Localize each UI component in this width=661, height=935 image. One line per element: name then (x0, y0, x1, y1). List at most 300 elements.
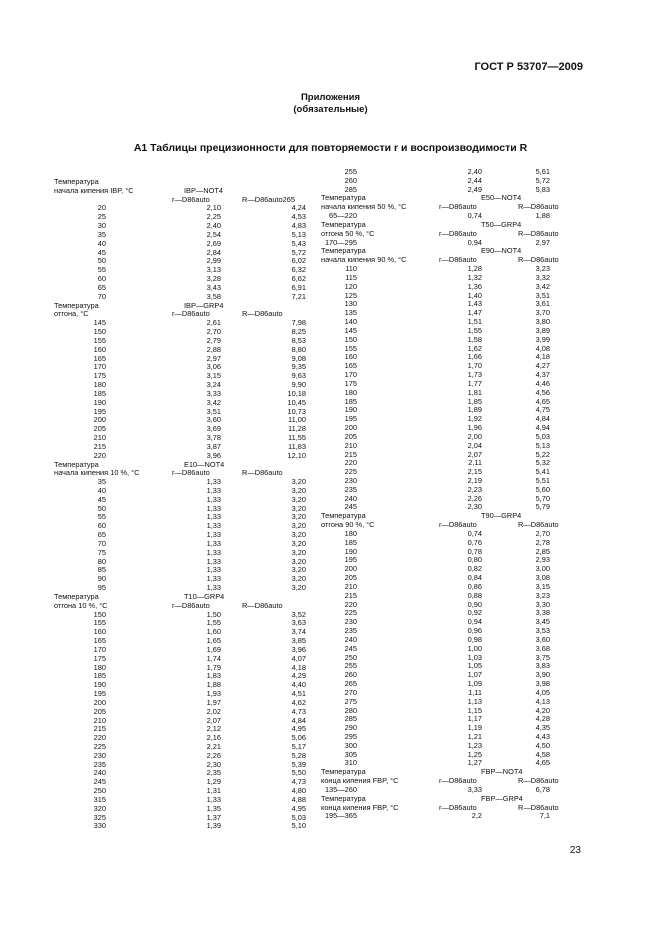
repeatability-cell: 3,78 (206, 433, 221, 443)
repeatability-cell: 2,30 (206, 759, 221, 769)
temperature-cell: 20 (97, 203, 106, 213)
table-row (54, 372, 306, 381)
temperature-cell: 180 (344, 528, 357, 538)
repeatability-cell: 1,70 (467, 361, 482, 371)
repeatability-cell: 3,60 (206, 415, 221, 425)
repeatability-cell: 2,07 (206, 715, 221, 725)
temperature-cell: 320 (93, 803, 106, 813)
table-row (54, 390, 306, 399)
reproducibility-cell: 3,20 (291, 477, 306, 487)
repeatability-cell: 1,07 (467, 670, 482, 680)
reproducibility-cell: 4,13 (535, 696, 550, 706)
repeatability-cell: 2,25 (206, 212, 221, 222)
temperature-cell: 305 (344, 749, 357, 759)
reproducibility-cell: 12,10 (287, 450, 306, 460)
temperature-cell: 210 (344, 440, 357, 450)
table-row (54, 487, 306, 496)
reproducibility-cell: 2,93 (535, 555, 550, 565)
temperature-cell: 285 (344, 184, 357, 194)
reproducibility-cell: 11,55 (288, 433, 306, 443)
reproducibility-cell: 4,43 (535, 732, 550, 741)
temperature-cell: 185 (93, 388, 106, 398)
reproducibility-cell: 3,20 (291, 503, 306, 513)
repeatability-cell: 3,96 (206, 450, 221, 460)
table-row (54, 355, 306, 364)
temperature-cell: 270 (344, 687, 357, 697)
temperature-cell: 205 (344, 573, 357, 583)
reproducibility-cell: 3,98 (535, 679, 550, 689)
repeatability-cell: 1,43 (467, 299, 482, 309)
temperature-cell: 165 (344, 361, 357, 371)
reproducibility-cell: 3,90 (535, 670, 550, 680)
reproducibility-cell: 4,50 (535, 740, 550, 750)
temperature-cell: 150 (344, 334, 357, 344)
reproducibility-header: R—D86auto (518, 520, 559, 530)
parameter-label: начала кипения 10 %, °C (54, 468, 140, 478)
repeatability-cell: 1,55 (206, 618, 221, 628)
reproducibility-cell: 7,21 (291, 291, 306, 301)
repeatability-header: r—D86auto (172, 194, 210, 204)
repeatability-cell: 2,26 (206, 750, 221, 760)
reproducibility-cell: 4,95 (291, 724, 306, 734)
repeatability-cell: 1,89 (467, 405, 482, 415)
temperature-cell: 90 (97, 574, 106, 584)
reproducibility-cell: 4,51 (291, 689, 306, 699)
reproducibility-cell: 6,91 (291, 282, 306, 292)
reproducibility-cell: 4,20 (535, 705, 550, 715)
repeatability-cell: 1,60 (206, 627, 221, 637)
repeatability-cell: 1,92 (467, 414, 482, 424)
repeatability-cell: 1,17 (467, 714, 482, 724)
reproducibility-cell: 5,17 (291, 742, 306, 751)
method-code: IBP—NOT4 (184, 185, 224, 195)
repeatability-cell: 1,77 (467, 378, 482, 388)
repeatability-cell: 1,33 (206, 565, 221, 575)
repeatability-cell: 2,15 (467, 467, 482, 477)
reproducibility-cell: 2,97 (535, 237, 550, 247)
table-row (54, 319, 306, 328)
temperature-cell: 240 (344, 634, 357, 644)
table-row (54, 664, 306, 673)
reproducibility-header: R—D86auto (518, 802, 559, 812)
repeatability-cell: 1,74 (206, 653, 221, 663)
reproducibility-cell: 4,28 (535, 714, 550, 724)
repeatability-cell: 1,51 (467, 317, 482, 327)
reproducibility-cell: 3,51 (535, 290, 550, 300)
repeatability-header: r—D86auto (439, 520, 477, 530)
repeatability-cell: 1,31 (206, 786, 221, 796)
temperature-cell: 195—365 (324, 811, 357, 821)
table-row (54, 805, 306, 814)
temperature-cell: 250 (344, 652, 357, 662)
repeatability-cell: 1,97 (206, 697, 221, 707)
temperature-cell: 195 (344, 555, 357, 565)
temperature-cell: 195 (93, 689, 106, 699)
temperature-cell: 235 (344, 484, 357, 494)
method-code: E50—NOT4 (481, 193, 522, 203)
temperature-cell: 200 (93, 415, 106, 425)
repeatability-cell: 0,78 (467, 546, 482, 556)
repeatability-cell: 3,42 (206, 397, 221, 407)
repeatability-cell: 0,76 (467, 537, 482, 547)
repeatability-cell: 1,03 (467, 652, 482, 662)
reproducibility-cell: 4,07 (291, 653, 306, 663)
table-row (54, 690, 306, 699)
document-code: ГОСТ Р 53707—2009 (474, 61, 583, 73)
temperature-cell: 225 (93, 742, 106, 751)
reproducibility-cell: 4,24 (291, 203, 306, 213)
reproducibility-cell: 7,1 (539, 811, 550, 821)
reproducibility-cell: 4,75 (535, 405, 550, 415)
table-row (54, 249, 306, 258)
reproducibility-cell: 3,89 (535, 325, 550, 335)
repeatability-cell: 2,70 (206, 327, 221, 337)
temperature-cell: 30 (97, 221, 106, 231)
temperature-cell: 170 (344, 370, 357, 380)
reproducibility-cell: 8,80 (291, 344, 306, 354)
repeatability-cell: 1,33 (206, 574, 221, 584)
reproducibility-cell: 3,96 (291, 644, 306, 654)
reproducibility-cell: 3,20 (291, 574, 306, 584)
temperature-cell: 150 (93, 609, 106, 619)
temperature-cell: 165 (93, 353, 106, 363)
reproducibility-cell: 2,85 (535, 546, 550, 556)
repeatability-cell: 1,11 (468, 687, 482, 697)
repeatability-cell: 0,84 (467, 573, 482, 583)
reproducibility-cell: 5,50 (291, 768, 306, 778)
temperature-cell: 135 (344, 308, 357, 318)
temperature-cell: 245 (93, 777, 106, 787)
reproducibility-cell: 5,06 (291, 733, 306, 743)
temperature-cell: 210 (93, 715, 106, 725)
temperature-cell: 190 (93, 397, 106, 407)
table-row (54, 213, 306, 222)
table-row (54, 478, 306, 487)
reproducibility-cell: 5,10 (291, 821, 306, 831)
method-code: FBP—GRP4 (481, 793, 523, 803)
repeatability-cell: 1,28 (467, 264, 482, 274)
temperature-cell: 140 (344, 317, 357, 327)
temperature-cell: 180 (93, 380, 106, 390)
repeatability-cell: 1,29 (206, 777, 221, 787)
temperature-cell: 325 (93, 812, 106, 822)
reproducibility-cell: 3,32 (535, 272, 550, 282)
table-row (54, 769, 306, 778)
reproducibility-cell: 3,80 (535, 317, 550, 327)
reproducibility-cell: 6,02 (291, 256, 306, 266)
temperature-cell: 200 (93, 697, 106, 707)
repeatability-cell: 2,84 (206, 247, 221, 257)
temperature-cell: 260 (344, 175, 357, 185)
reproducibility-cell: 5,51 (535, 475, 550, 485)
repeatability-cell: 3,15 (206, 371, 221, 381)
repeatability-cell: 2,00 (467, 431, 482, 441)
reproducibility-cell: 3,85 (291, 636, 306, 646)
repeatability-cell: 1,33 (206, 794, 221, 804)
reproducibility-cell: 11,83 (288, 441, 306, 451)
table-row (54, 549, 306, 558)
reproducibility-cell: 3,20 (291, 583, 306, 593)
reproducibility-cell: 3,20 (291, 512, 306, 522)
repeatability-cell: 2,97 (206, 353, 221, 363)
table-row (54, 637, 306, 646)
repeatability-cell: 1,35 (206, 803, 221, 813)
section-title: А1 Таблицы прецизионности для повторяемости r и воспроизводимости R (133, 142, 528, 154)
temperature-cell: 210 (344, 581, 357, 591)
repeatability-cell: 2,49 (467, 184, 482, 194)
method-code: IBP—GRP4 (184, 300, 224, 310)
reproducibility-cell: 3,83 (535, 661, 550, 671)
reproducibility-cell: 9,63 (291, 371, 306, 381)
table-row (54, 266, 306, 275)
repeatability-cell: 1,33 (206, 494, 221, 504)
parameter-label: начала кипения IBP, °C (54, 185, 134, 195)
table-row (54, 734, 306, 743)
parameter-label: начала кипения 50 %, °C (321, 202, 407, 212)
table-row (54, 540, 306, 549)
repeatability-cell: 2,2 (471, 811, 482, 821)
temperature-cell: 190 (344, 405, 357, 415)
table-row (54, 416, 306, 425)
temperature-cell: 25 (97, 212, 106, 222)
temperature-cell: 155 (344, 343, 357, 353)
table-row (54, 699, 306, 708)
temperature-cell: 40 (97, 238, 106, 248)
repeatability-cell: 1,66 (467, 352, 482, 362)
temperature-cell: 180 (344, 387, 357, 397)
repeatability-cell: 1,50 (206, 609, 221, 619)
temperature-cell: 130 (344, 299, 357, 309)
reproducibility-cell: 3,42 (535, 281, 550, 291)
table-row (54, 231, 306, 240)
temperature-cell: 70 (97, 538, 106, 548)
reproducibility-cell: 3,99 (535, 334, 550, 344)
temperature-cell: 230 (344, 617, 357, 627)
repeatability-header: r—D86auto (439, 202, 477, 212)
temperature-cell: 220 (93, 450, 106, 460)
repeatability-header: r—D86auto (439, 802, 477, 812)
table-row (54, 672, 306, 681)
repeatability-cell: 0,92 (467, 608, 482, 618)
reproducibility-cell: 5,39 (291, 759, 306, 769)
repeatability-cell: 1,33 (206, 583, 221, 593)
repeatability-cell: 1,37 (206, 812, 221, 822)
temperature-cell: 150 (93, 327, 106, 337)
temperature-cell: 215 (344, 449, 357, 459)
reproducibility-cell: 3,68 (535, 643, 550, 653)
repeatability-cell: 2,26 (467, 493, 482, 503)
reproducibility-cell: 4,29 (291, 671, 306, 681)
reproducibility-cell: 5,41 (535, 467, 550, 477)
appendix-heading (0, 92, 661, 116)
repeatability-cell: 1,33 (206, 530, 221, 540)
column-header-row (54, 310, 306, 319)
temperature-cell: 85 (97, 565, 106, 575)
repeatability-cell: 1,39 (206, 821, 221, 831)
temperature-cell: 260 (344, 670, 357, 680)
table-row (54, 822, 306, 831)
repeatability-cell: 2,21 (206, 742, 221, 751)
repeatability-cell: 1,93 (206, 689, 221, 699)
temperature-cell: 220 (344, 599, 357, 609)
table-row (54, 363, 306, 372)
temperature-cell: 205 (344, 431, 357, 441)
table-row (54, 505, 306, 514)
reproducibility-cell: 3,60 (535, 634, 550, 644)
temperature-cell: 225 (344, 608, 357, 618)
temperature-cell: 50 (97, 503, 106, 513)
temperature-cell: 255 (344, 661, 357, 671)
repeatability-cell: 1,33 (206, 485, 221, 495)
reproducibility-cell: 3,15 (535, 581, 550, 591)
parameter-label: Температура (321, 511, 366, 521)
reproducibility-cell: 8,53 (291, 335, 306, 345)
repeatability-cell: 0,82 (467, 564, 482, 574)
table-row (54, 681, 306, 690)
repeatability-cell: 3,33 (206, 388, 221, 398)
reproducibility-cell: 11,28 (288, 424, 306, 434)
reproducibility-cell: 3,52 (291, 609, 306, 619)
reproducibility-cell: 5,61 (535, 167, 550, 176)
temperature-cell: 210 (93, 433, 106, 443)
table-row (54, 708, 306, 717)
parameter-label: Температура (321, 219, 366, 229)
temperature-cell: 300 (344, 740, 357, 750)
temperature-cell: 170 (93, 362, 106, 372)
table-row (54, 531, 306, 540)
temperature-cell: 235 (93, 759, 106, 769)
column-header-row (54, 469, 306, 478)
table-row (54, 558, 306, 567)
temperature-cell: 95 (97, 583, 106, 593)
reproducibility-cell: 3,20 (291, 556, 306, 566)
parameter-label: Температура (54, 591, 99, 601)
temperature-cell: 175 (93, 653, 106, 663)
reproducibility-cell: 4,58 (535, 749, 550, 759)
reproducibility-cell: 5,13 (535, 440, 550, 450)
reproducibility-cell: 4,73 (291, 777, 306, 787)
reproducibility-cell: 4,94 (535, 423, 550, 433)
reproducibility-cell: 4,56 (535, 387, 550, 397)
reproducibility-cell: 3,70 (535, 308, 550, 318)
repeatability-cell: 1,55 (467, 325, 482, 335)
temperature-cell: 160 (93, 344, 106, 354)
temperature-cell: 65 (97, 282, 106, 292)
parameter-label: Температура (321, 193, 366, 203)
temperature-cell: 65 (97, 530, 106, 540)
temperature-cell: 200 (344, 423, 357, 433)
reproducibility-cell: 5,22 (535, 449, 550, 459)
temperature-cell: 250 (93, 786, 106, 796)
temperature-cell: 145 (344, 325, 357, 335)
table-row (54, 575, 306, 584)
temperature-cell: 255 (344, 167, 357, 176)
temperature-cell: 230 (344, 475, 357, 485)
reproducibility-cell: 9,08 (291, 353, 306, 363)
temperature-cell: 220 (93, 733, 106, 743)
table-row (54, 222, 306, 231)
temperature-cell: 80 (97, 556, 106, 566)
reproducibility-cell: 2,78 (535, 537, 550, 547)
temperature-cell: 70 (97, 291, 106, 301)
reproducibility-cell: 5,72 (535, 175, 550, 185)
temperature-cell: 45 (97, 247, 106, 257)
reproducibility-cell: 3,74 (291, 627, 306, 637)
repeatability-cell: 2,54 (206, 229, 221, 239)
method-code: E90—NOT4 (481, 246, 522, 256)
reproducibility-cell: 3,20 (291, 485, 306, 495)
repeatability-cell: 1,33 (206, 538, 221, 548)
repeatability-cell: 0,80 (467, 555, 482, 565)
repeatability-cell: 1,81 (467, 387, 482, 397)
reproducibility-cell: 3,20 (291, 494, 306, 504)
reproducibility-cell: 4,37 (535, 370, 550, 380)
repeatability-cell: 1,15 (467, 705, 482, 715)
repeatability-cell: 1,33 (206, 556, 221, 566)
reproducibility-cell: 4,84 (535, 414, 550, 424)
table-row (54, 381, 306, 390)
table-row (54, 522, 306, 531)
table-row (54, 725, 306, 734)
table-row (54, 743, 306, 752)
temperature-cell: 170—295 (324, 237, 357, 247)
table-row (54, 275, 306, 284)
repeatability-cell: 1,23 (467, 740, 482, 750)
appendix-title: Приложения (300, 92, 361, 103)
reproducibility-cell: 3,45 (535, 617, 550, 627)
temperature-cell: 190 (344, 546, 357, 556)
repeatability-cell: 2,44 (467, 175, 482, 185)
table-row (54, 655, 306, 664)
reproducibility-cell: 3,08 (535, 573, 550, 583)
parameter-label: конца кипения FBP, °C (321, 802, 399, 812)
repeatability-cell: 0,94 (467, 237, 482, 247)
repeatability-cell: 1,40 (467, 290, 482, 300)
reproducibility-cell: 3,20 (291, 565, 306, 575)
temperature-cell: 200 (344, 564, 357, 574)
reproducibility-cell: 4,84 (291, 715, 306, 725)
repeatability-cell: 3,13 (206, 265, 221, 275)
repeatability-cell: 1,25 (467, 749, 482, 759)
temperature-cell: 315 (93, 794, 106, 804)
temperature-cell: 290 (344, 723, 357, 733)
table-row (54, 619, 306, 628)
reproducibility-cell: 4,40 (291, 680, 306, 690)
repeatability-cell: 2,79 (206, 335, 221, 345)
temperature-cell: 220 (344, 458, 357, 468)
reproducibility-cell: 5,79 (535, 502, 550, 512)
repeatability-cell: 3,69 (206, 424, 221, 434)
reproducibility-cell: 5,83 (535, 184, 550, 194)
table-row (54, 646, 306, 655)
repeatability-cell: 0,74 (467, 211, 482, 221)
reproducibility-cell: 3,20 (291, 538, 306, 548)
repeatability-cell: 1,65 (206, 636, 221, 646)
parameter-label: Температура (54, 177, 99, 186)
method-code: T90—GRP4 (481, 511, 522, 521)
table-row (54, 717, 306, 726)
temperature-cell: 230 (93, 750, 106, 760)
temperature-cell: 135—260 (324, 784, 357, 794)
reproducibility-header: R—D86auto (242, 468, 283, 478)
repeatability-cell: 2,40 (206, 221, 221, 231)
reproducibility-cell: 4,27 (535, 361, 550, 371)
temperature-cell: 175 (93, 371, 106, 381)
repeatability-cell: 2,10 (206, 203, 221, 213)
temperature-cell: 185 (344, 396, 357, 406)
repeatability-header: r—D86auto (172, 468, 210, 478)
repeatability-cell: 0,98 (467, 634, 482, 644)
